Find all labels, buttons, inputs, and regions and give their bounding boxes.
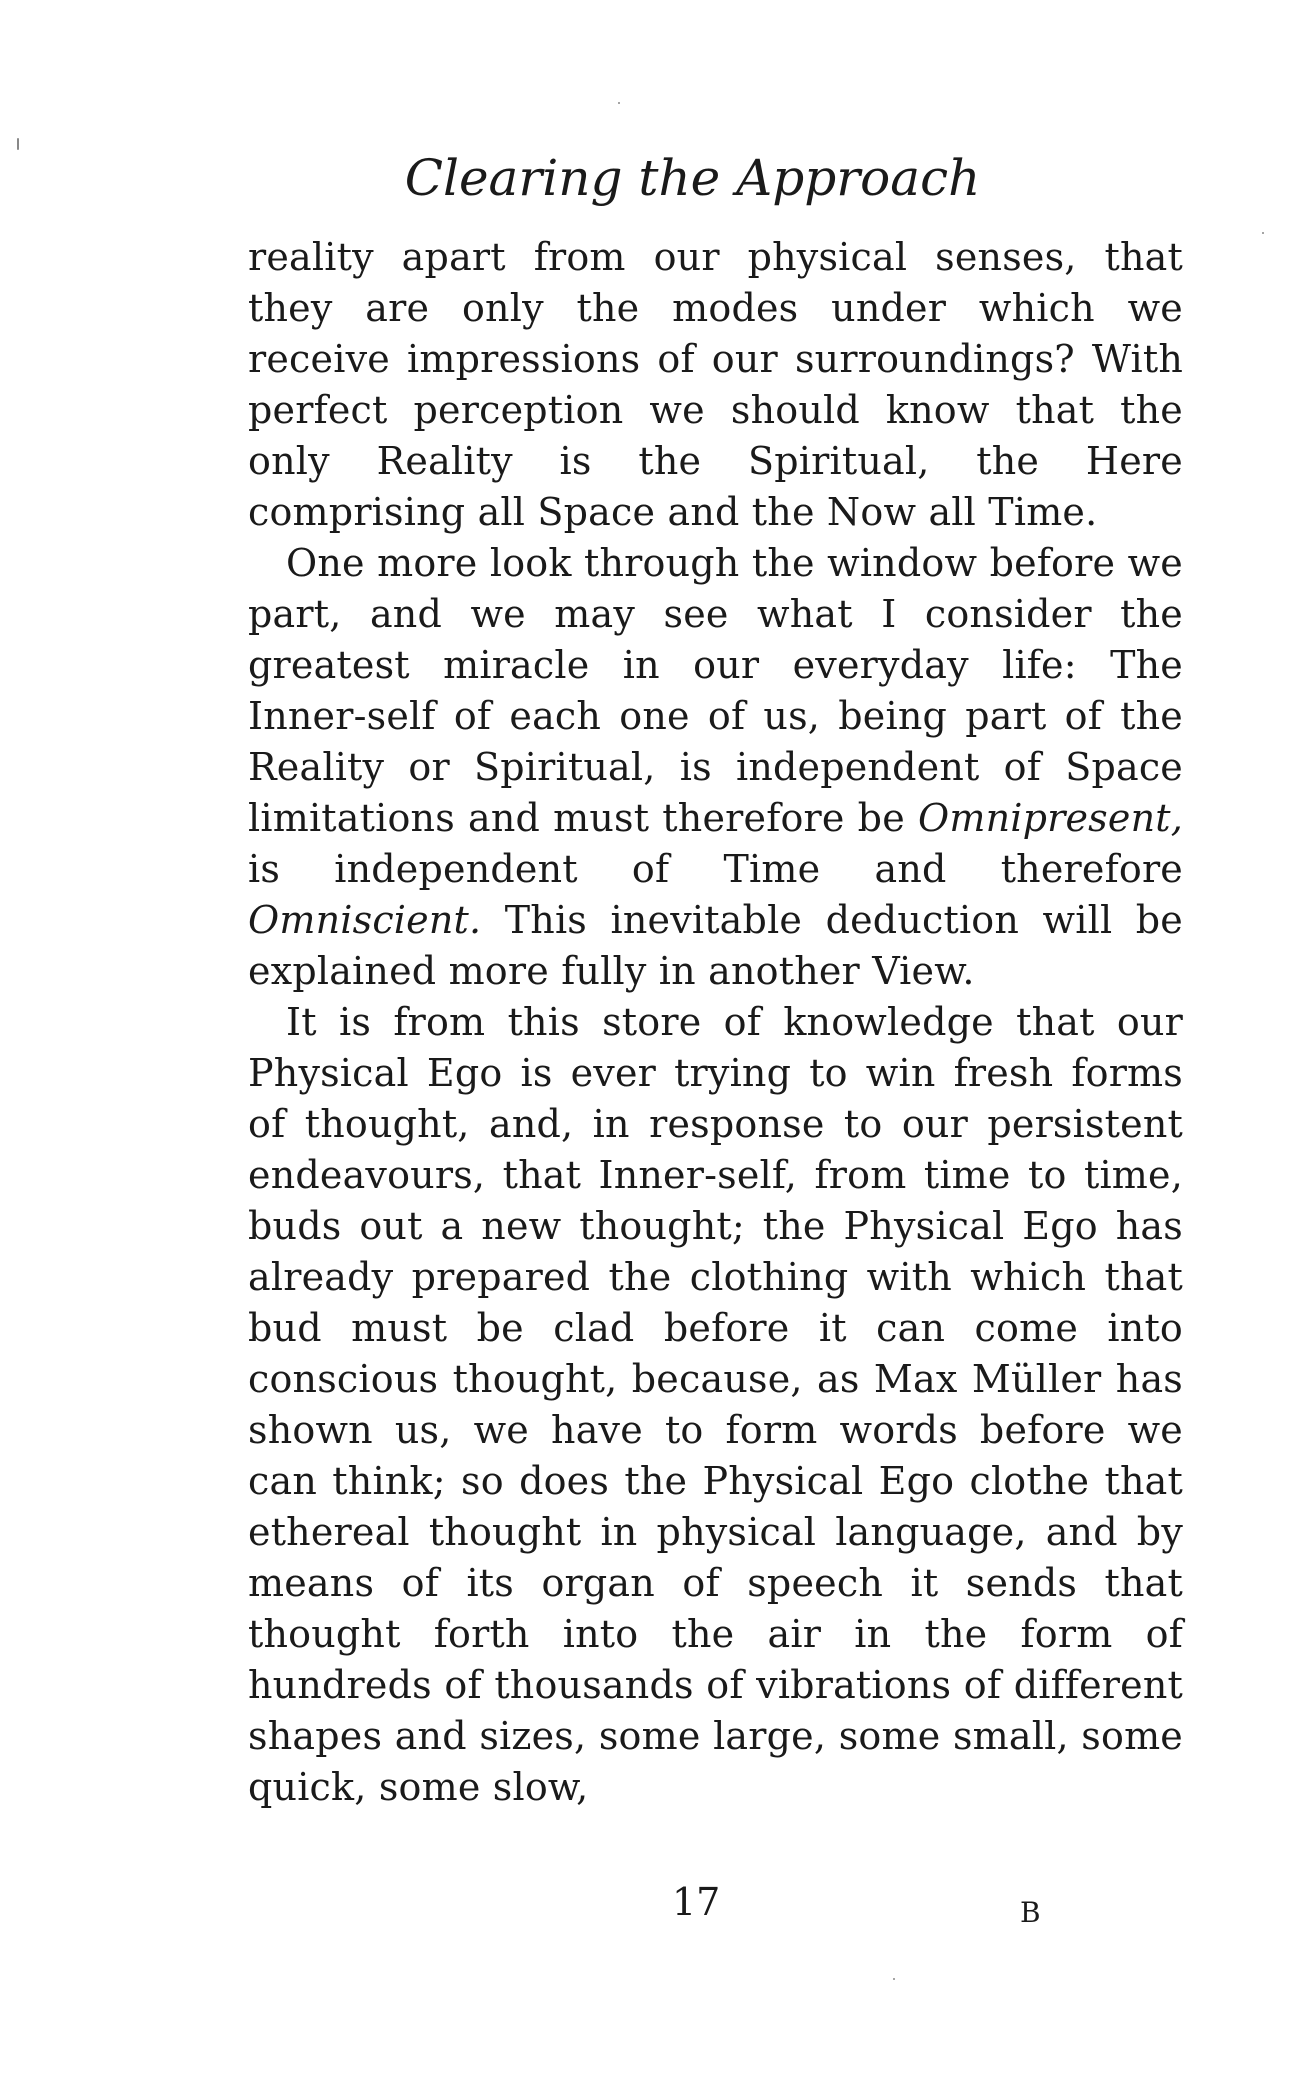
body-text (248, 232, 1183, 1813)
paragraph-2: One more look through the window before we part, and we may see what I consider the greatest miracle in our everyday life: The Inner-self of each one of us, being part of the Reality or Spiritual, is independent of Space limitations and must therefore be Omnipresent, is independent of Time and therefore Omniscient. This inevitable deduction will be explained more fully in another View. (248, 541, 1183, 993)
paragraph-3: It is from this store of knowledge that our Physical Ego is ever trying to win fresh forms of thought, and, in response to our persistent endeavours, that Inner-self, from time to time, buds out a new thought; the Physical Ego has already prepared the clothing with which that bud must be clad before it can come into conscious thought, because, as Max Müller has shown us, we have to form words before we can think; so does the Physical Ego clothe that ethereal thought in physical language, and by means of its organ of speech it sends that thought forth into the air in the form of hundreds of thousands of vibrations of different shapes and sizes, some large, some small, some quick, some slow, (248, 1000, 1183, 1809)
italic-omnipresent: Omnipresent, (917, 796, 1183, 840)
signature-mark: B (1020, 1896, 1042, 1929)
italic-omniscient: Omniscient. (248, 898, 482, 942)
scan-mark (17, 138, 19, 150)
scan-speck (1262, 232, 1264, 234)
running-header: Clearing the Approach (404, 149, 981, 207)
page-footer (0, 1880, 1315, 1940)
scan-speck (618, 102, 620, 104)
scan-speck (893, 1978, 895, 1980)
paragraph-1: reality apart from our physical senses, that they are only the modes under which we receive impressions of our surroundings? With perfect perception we should know that the only Reality is the Spiritual, the Here comprising all Space and the Now all Time. (248, 235, 1183, 534)
page-number: 17 (672, 1880, 721, 1924)
